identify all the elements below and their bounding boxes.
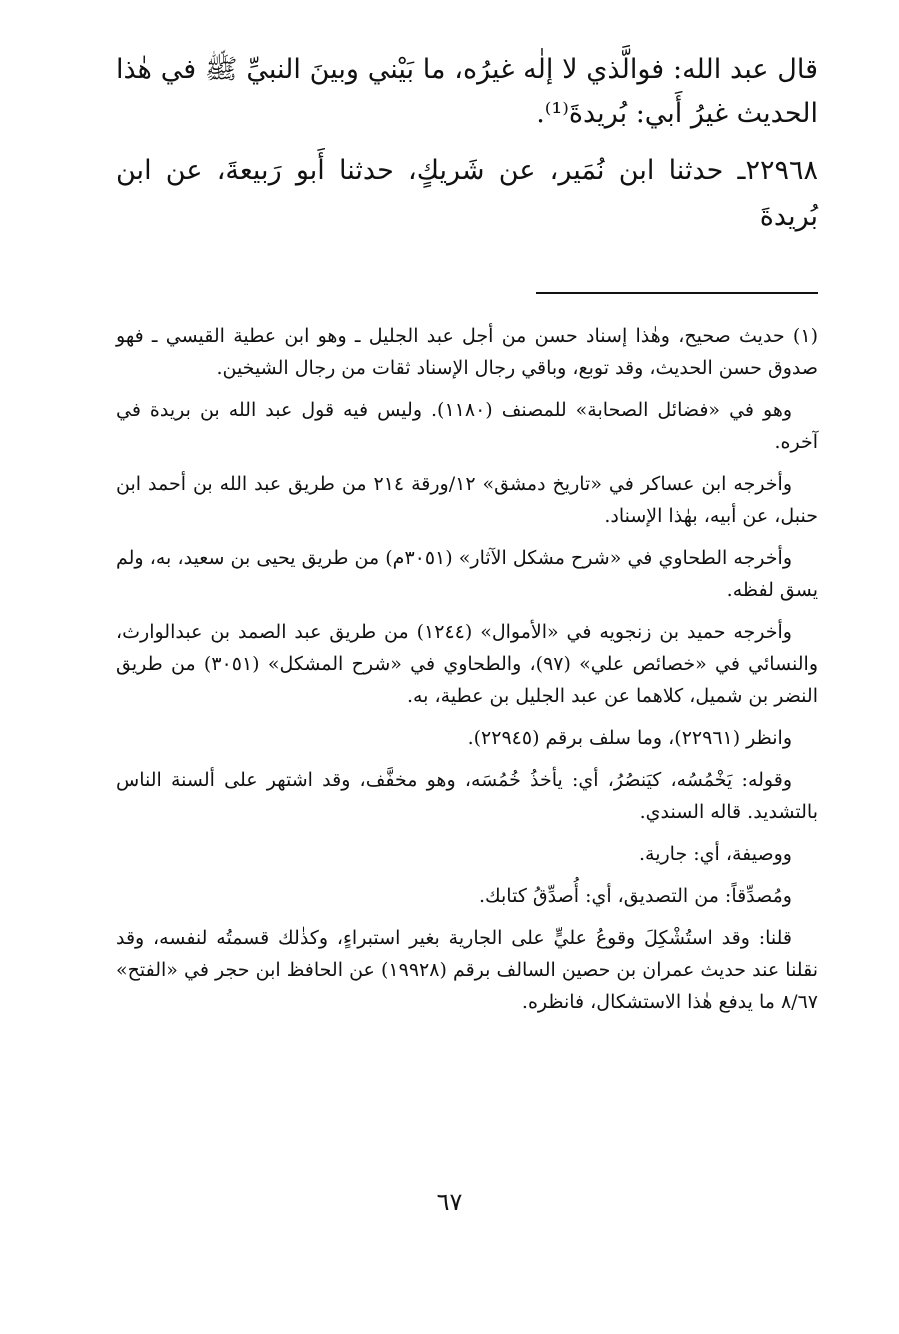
- footnote-paragraph: وهو في «فضائل الصحابة» للمصنف (١١٨٠). وليس فيه قول عبد الله بن بريدة في آخره.: [116, 399, 818, 453]
- footnote-paragraph: وأخرجه الطحاوي في «شرح مشكل الآثار» (٣٠٥١م) من طريق يحيى بن سعيد، به، ولم يسق لفظه.: [116, 547, 818, 601]
- footnote-paragraph: وأخرجه ابن عساكر في «تاريخ دمشق» ١٢/ورقة ٢١٤ من طريق عبد الله بن أحمد ابن حنبل، عن أبيه، بهٰذا الإسناد.: [116, 473, 818, 527]
- footnote-paragraph: وأخرجه حميد بن زنجويه في «الأموال» (١٢٤٤) من طريق عبد الصمد بن عبدالوارث، والنسائي في «خصائص علي» (٩٧)، والطحاوي في «شرح المشكل» (٣٠٥١) من طريق النضر بن شميل، كلاهما عن عبد الجليل بن عطية، به.: [116, 621, 819, 707]
- page-number: ٦٧: [436, 1188, 463, 1216]
- footnotes: [116, 320, 818, 1018]
- main-text: [116, 48, 818, 240]
- hadith-paragraph: ٢٢٩٦٨ـ حدثنا ابن نُمَير، عن شَريكٍ، حدثنا أَبو رَبيعةَ، عن ابن بُريدةَ: [116, 155, 818, 232]
- footnote-paragraph: وانظر (٢٢٩٦١)، وما سلف برقم (٢٢٩٤٥).: [467, 727, 792, 749]
- footnote-1: (١) حديث صحيح، وهٰذا إسناد حسن من أجل عبد الجليل ـ وهو ابن عطية القيسي ـ فهو صدوق حسن الحديث، وقد توبع، وباقي رجال الإسناد ثقات من رجال الشيخين.: [116, 325, 818, 379]
- footnote-paragraph: قلنا: وقد استُشْكِلَ وقوعُ عليٍّ على الجارية بغير استبراءٍ، وكذٰلك قسمتُه لنفسه، وقد نقلنا عند حديث عمران بن حصين السالف برقم (١٩٩٢٨) عن الحافظ ابن حجر في «الفتح» ٨/٦٧ ما يدفع هٰذا الاستشكال، فانظره.: [116, 927, 819, 1013]
- main-paragraph-1: قال عبد الله: فوالَّذي لا إلٰه غيرُه، ما بَيْني وبينَ النبيِّ ﷺ في هٰذا الحديث غيرُ أَبي: بُريدةَ⁽¹⁾.: [116, 54, 818, 129]
- footnote-paragraph: ومُصدِّقاً: من التصديق، أي: أُصدِّقُ كتابك.: [478, 885, 792, 907]
- footnote-paragraph: وقوله: يَخْمُسُه، كيَنصُرُ، أي: يأخذُ خُمُسَه، وهو مخفَّف، وقد اشتهر على ألسنة الناس بالتشديد. قاله السندي.: [116, 769, 818, 823]
- footnote-separator: [536, 292, 818, 294]
- footnote-paragraph: ووصيفة، أي: جارية.: [638, 843, 792, 865]
- page-content: [116, 48, 818, 1028]
